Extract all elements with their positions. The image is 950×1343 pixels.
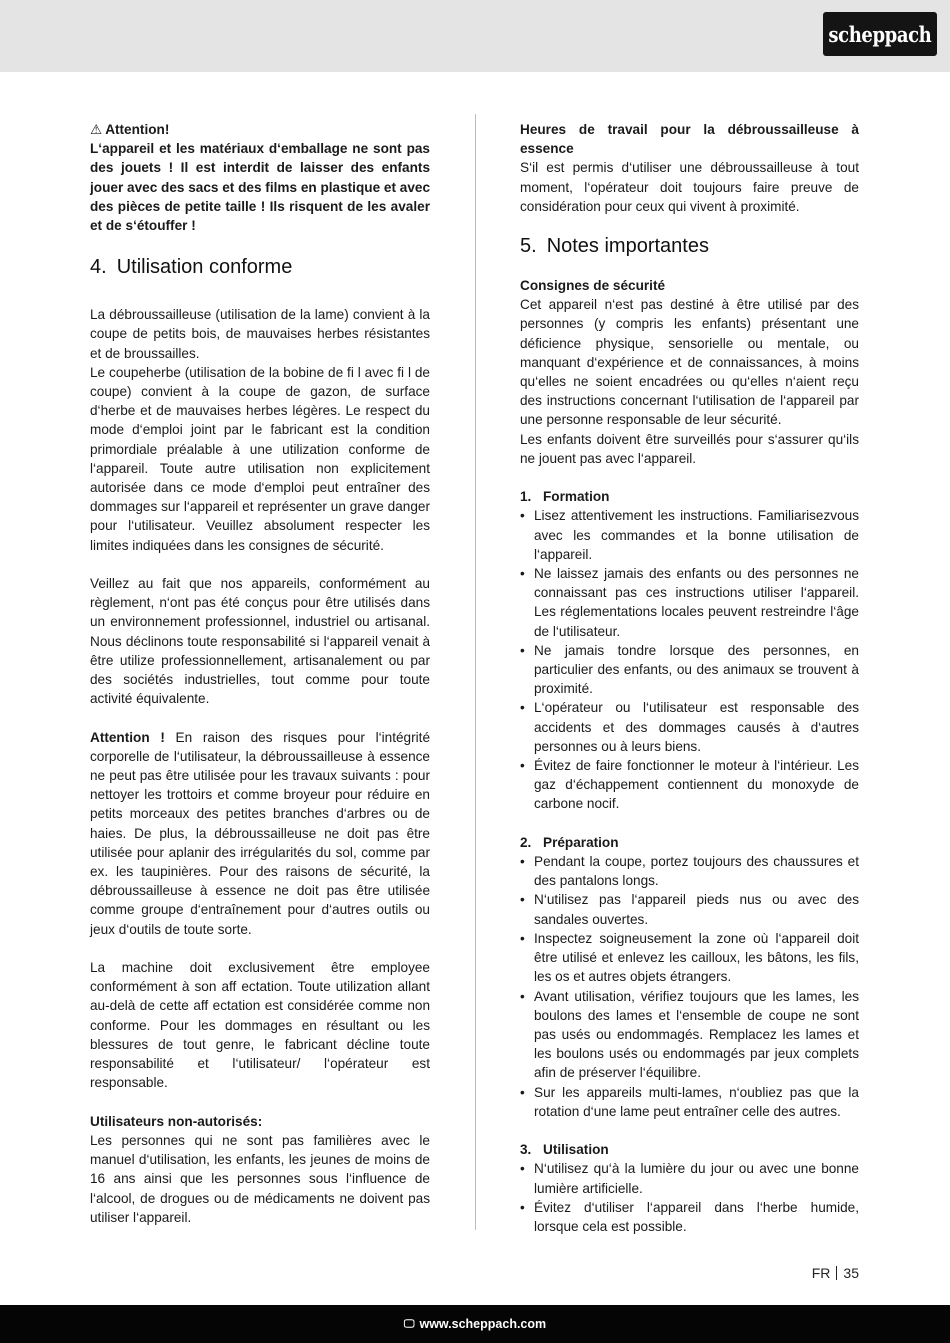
list-item: • N‘utilisez pas l‘appareil pieds nus ou avec des sandales ouvertes.	[520, 890, 859, 928]
column-divider	[475, 114, 476, 1230]
list-item: • Lisez attentivement les instructions. Familiarisezvous avec les commandes et la bonne utilisation de l‘appareil.	[520, 506, 859, 564]
safety-paragraph-1: Cet appareil n‘est pas destiné à être utilisé par des personnes (y compris les enfants) présentant une déficience physique, sensorielle ou mentale, ou manquant d‘expérience et de connaissances, à moins qu‘elles ne soient encadrées ou qu‘elles n‘aient reçu des instructions concernant l‘utilisation de l‘appareil par une personne responsable de leur sécurité.	[520, 297, 859, 428]
warning-text: L‘appareil et les matériaux d‘emballage ne sont pas des jouets ! Il est interdit de laisser des enfants jouer avec des sacs et des films en plastique et avec des pièces de petite taille ! Ils risquent de les avaler et de s‘étouffer !	[90, 141, 431, 234]
list-item: • Évitez de faire fonctionner le moteur à l‘intérieur. Les gaz d‘échappement contiennent du monoxyde de carbone nocif.	[520, 756, 859, 814]
footer-url[interactable]: www.scheppach.com	[419, 1317, 547, 1331]
unauthorized-users-text: Les personnes qui ne sont pas familières avec le manuel d‘utilisation, les enfants, les jeunes de moins de 16 ans ainsi que les personnes sous l‘influence de l‘alcool, de drogues ou de médicaments ne doivent pas utiliser l‘appareil.	[90, 1132, 430, 1225]
left-column	[90, 120, 430, 1227]
section-4-paragraph-1: La débroussailleuse (utilisation de la lame) convient à la coupe de petits bois, de mauvaises herbes résistantes et de broussailles.	[90, 307, 430, 361]
working-hours-title: Heures de travail pour la débroussailleuse à essence	[520, 122, 859, 157]
safety-title: Consignes de sécurité	[520, 278, 666, 294]
right-column	[520, 120, 859, 1236]
formation-list	[520, 506, 859, 813]
list-item: • Pendant la coupe, portez toujours des chaussures et des pantalons longs.	[520, 852, 859, 890]
list-item: • Sur les appareils multi-lames, n‘oubliez pas que la rotation d‘une lame peut entraîner celle des autres.	[520, 1083, 859, 1121]
list-item: • L‘opérateur ou l‘utilisateur est responsable des accidents et des dommages causés à d‘autres personnes ou à leurs biens.	[520, 698, 859, 756]
unauthorized-users-title: Utilisateurs non-autorisés:	[90, 1113, 263, 1129]
subsection-preparation-title: 2. Préparation	[520, 834, 619, 850]
section-4-paragraph-2: Le coupeherbe (utilisation de la bobine de fi l avec fi l de coupe) convient à la coupe de gazon, de surface d‘herbe et de mauvaises herbes légères. Le respect du mode d‘emploi joint par le fabricant est la condition primordiale préalable à une utilization conforme de l‘appareil. Toute autre utilisation non explicitement autorisée dans ce mode d‘emploi peut entraîner des dommages sur l‘appareil et représenter un grave danger pour l‘utilisateur. Veuillez absolument respecter les limites indiquées dans les consignes de sécurité.	[90, 364, 430, 553]
list-item: • Inspectez soigneusement la zone où l‘appareil doit être utilisé et enlevez les cailloux, les bâtons, les fils, les os et autres objets étrangers.	[520, 929, 859, 987]
preparation-list	[520, 852, 859, 1121]
section-4-heading: 4. Utilisation conforme	[90, 256, 293, 279]
utilisation-list	[520, 1159, 859, 1236]
list-item: • Ne laissez jamais des enfants ou des personnes ne connaissant pas ces instructions utiliser l‘appareil. Les réglementations locales peuvent restreindre l‘âge de l‘utilisateur.	[520, 564, 859, 641]
working-hours-text: S‘il est permis d‘utiliser une débroussailleuse à tout moment, l‘opérateur doit toujours faire preuve de considération pour ceux qui vivent à proximité.	[520, 160, 859, 214]
section-4-paragraph-4: Attention ! En raison des risques pour l‘intégrité corporelle de l‘utilisateur, la débroussailleuse à essence ne peut pas être utilisée pour les travaux suivants : pour nettoyer les trottoirs et comme broyeur pour réduire en petits morceaux des petites branches d‘arbres ou de haies. De plus, la débroussailleuse ne doit pas être utilisée pour aplanir des irrégularités du sol, comme par ex. les taupinières. Pour des raisons de sécurité, la débroussailleuse à essence ne doit pas être utilisée comme groupe d‘entraînement pour d‘autres outils ou jeux d‘outils de toute sorte.	[90, 729, 430, 937]
list-item: • Avant utilisation, vérifiez toujours que les lames, les boulons des lames et l‘ensemble de coupe ne sont pas usés ou endommagés. Remplacez les lames et les boulons usés ou endommagés par jeux complets afin de préserver l‘équilibre.	[520, 987, 859, 1083]
safety-paragraph-2: Les enfants doivent être surveillés pour s‘assurer qu‘ils ne jouent pas avec l‘appareil.	[520, 431, 859, 466]
subsection-formation-title: 1. Formation	[520, 489, 610, 505]
page-number-separator	[836, 1266, 837, 1280]
scheppach-logo: scheppach	[823, 12, 937, 56]
section-5-heading: 5. Notes importantes	[520, 235, 709, 258]
subsection-utilisation-title: 3. Utilisation	[520, 1142, 609, 1158]
warning-title: ⚠ Attention!	[90, 122, 170, 137]
monitor-icon: 🖵	[403, 1317, 415, 1330]
page-number: FR 35	[811, 1265, 859, 1281]
list-item: • Évitez d‘utiliser l‘appareil dans l‘herbe humide, lorsque cela est possible.	[520, 1198, 859, 1236]
warning-triangle-icon: ⚠	[90, 122, 103, 137]
section-4-paragraph-5: La machine doit exclusivement être employee conformément à son aff ectation. Toute utilization allant au-delà de cette aff ectation est considérée comme non conforme. Pour les dommages en résultant ou les blessures de tout genre, le fabricant décline toute responsabilité et l‘utilisateur/ l‘opérateur est responsable.	[90, 960, 430, 1091]
list-item: • Ne jamais tondre lorsque des personnes, en particulier des enfants, ou des animaux se trouvent à proximité.	[520, 641, 859, 699]
header-bar	[0, 0, 950, 72]
footer-bar	[0, 1305, 950, 1343]
section-4-paragraph-3: Veillez au fait que nos appareils, conformément au règlement, n‘ont pas été conçus pour être utilisés dans un environnement professionnel, industriel ou artisanal. Nous déclinons toute responsabilité si l‘appareil venait à être utilize professionnellement, artisanalement ou par des sociétés industrielles, tout comme pour toute activité équivalente.	[90, 576, 430, 707]
list-item: • N‘utilisez qu‘à la lumière du jour ou avec une bonne lumière artificielle.	[520, 1159, 859, 1197]
